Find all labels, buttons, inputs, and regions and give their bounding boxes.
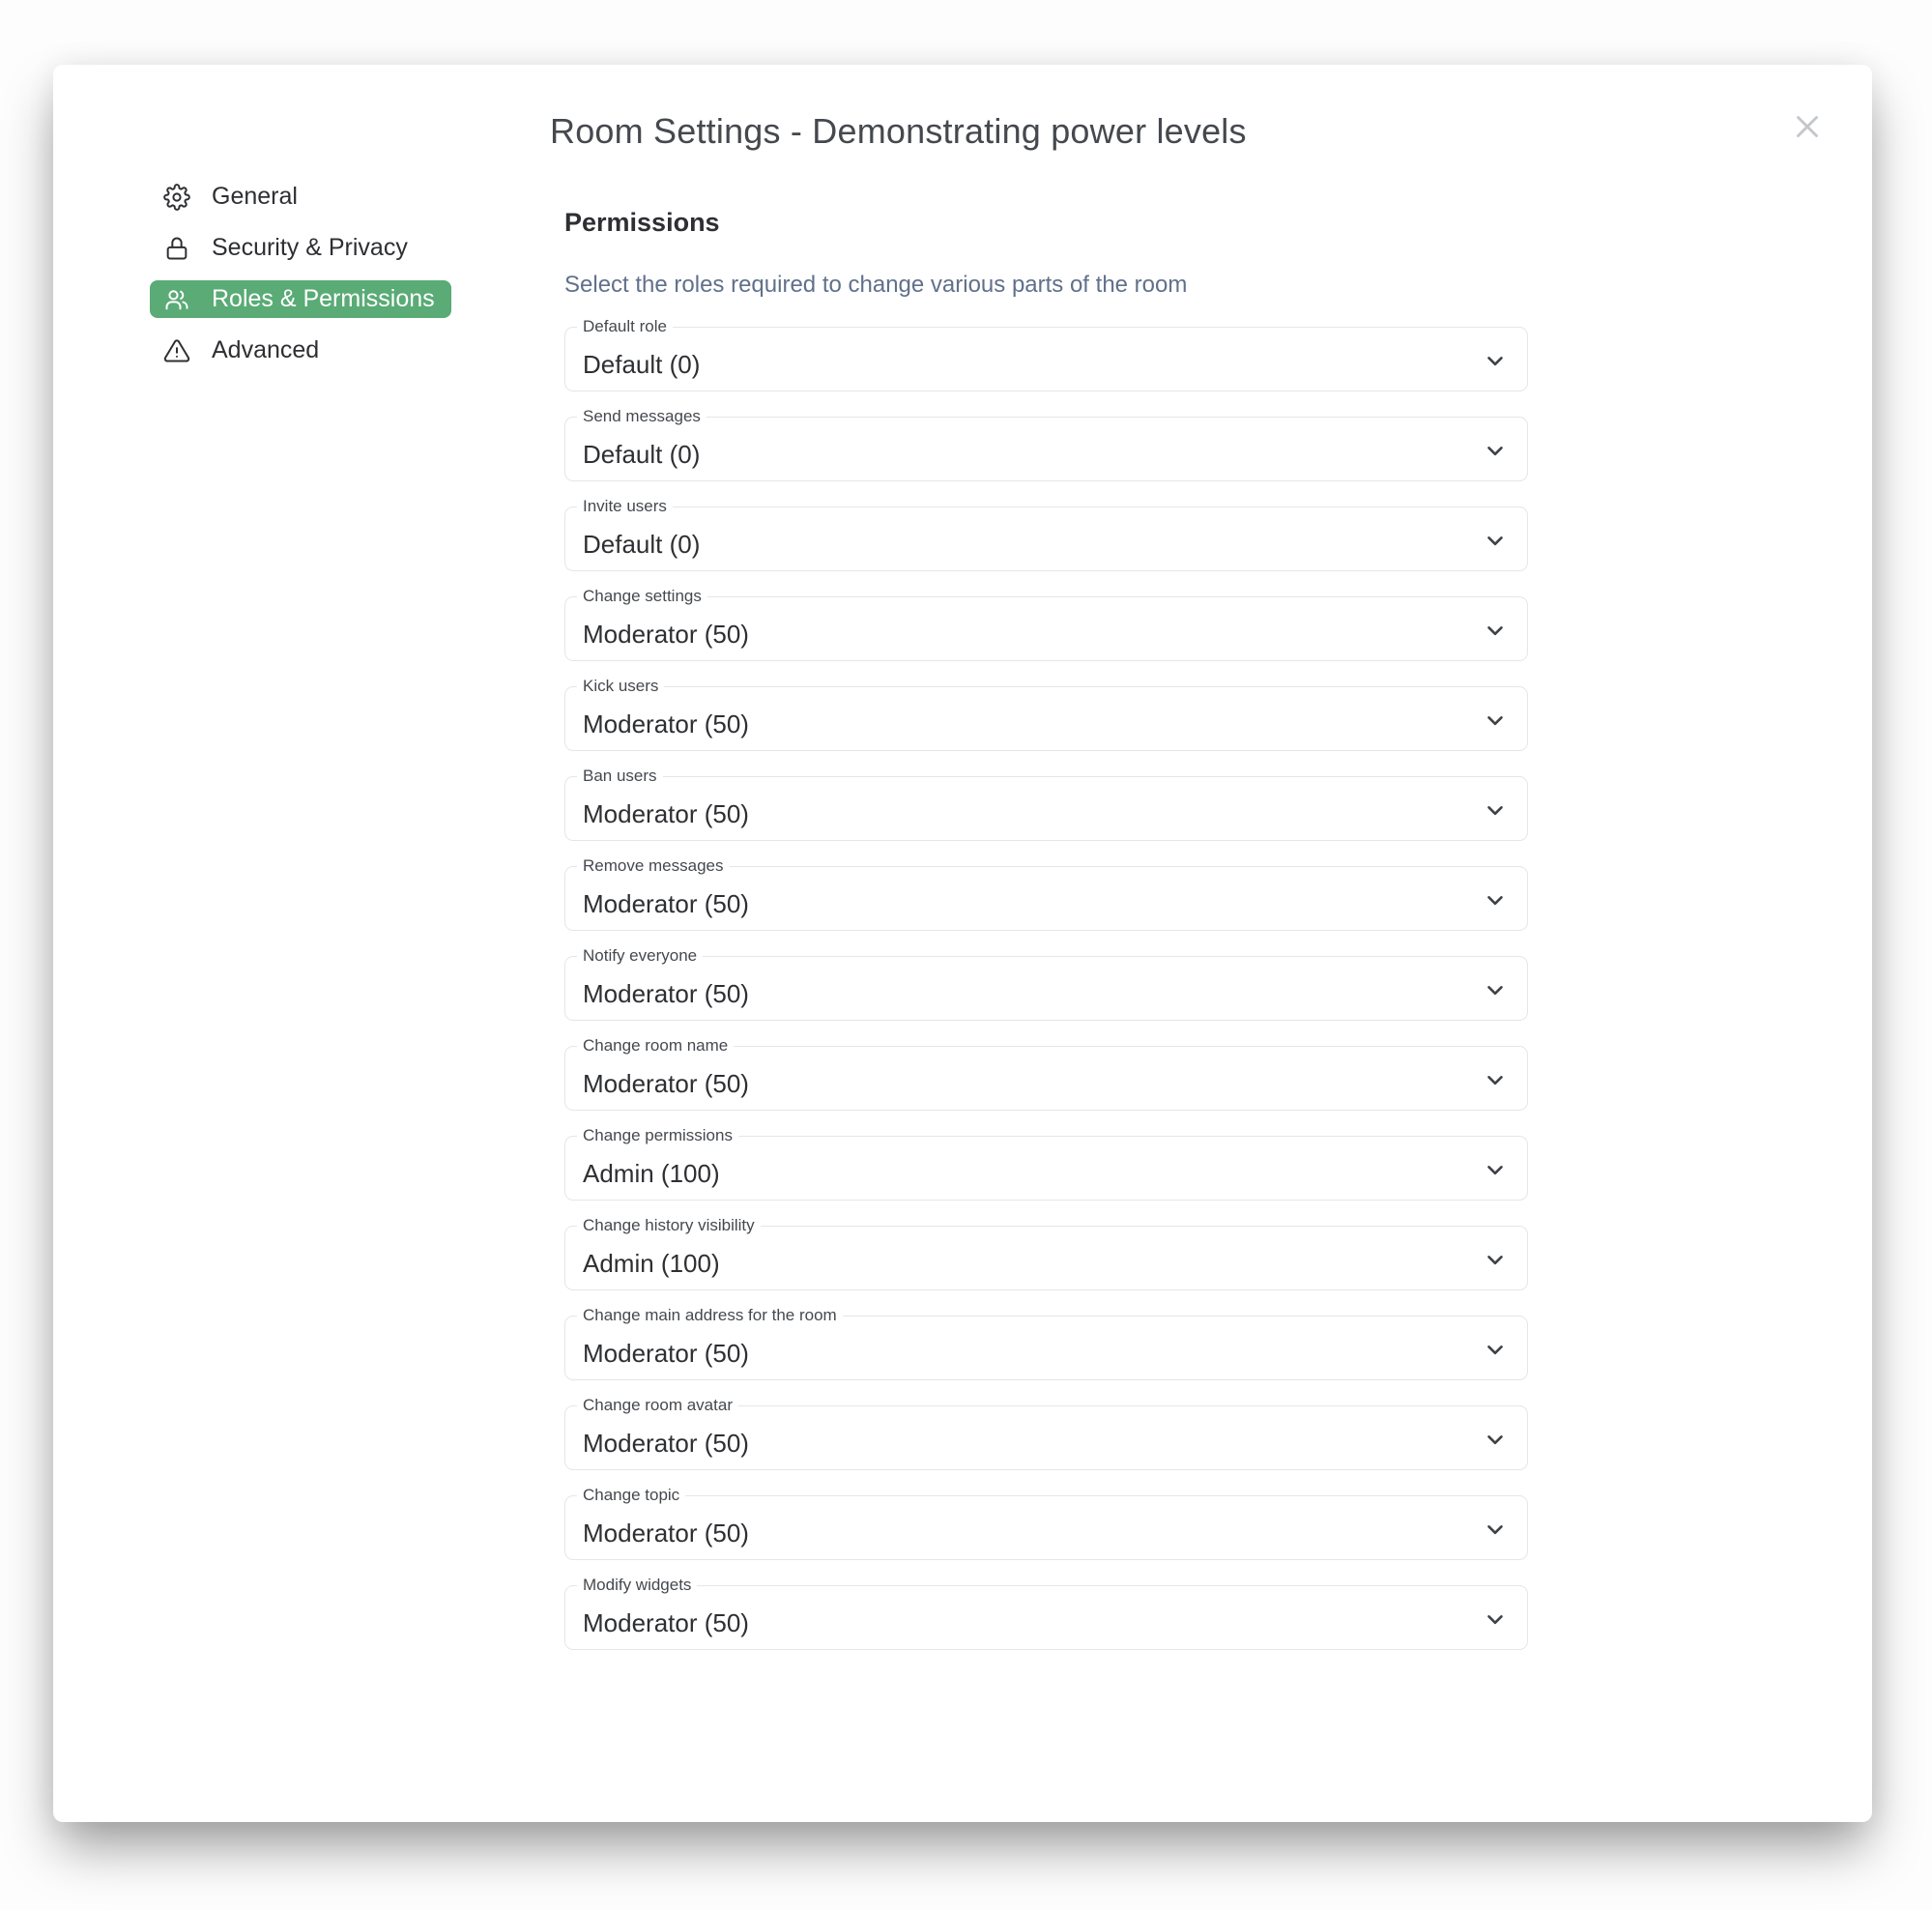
- sidebar-item-label: Security & Privacy: [212, 234, 408, 261]
- sidebar-item[interactable]: [150, 280, 451, 318]
- permission-label: Default role: [577, 317, 673, 336]
- permission-label: Send messages: [577, 407, 706, 426]
- permission-selected-value: Moderator (50): [583, 709, 749, 738]
- section-heading: Permissions: [564, 208, 720, 237]
- permission-label: Invite users: [577, 497, 673, 516]
- permission-selected-value: Moderator (50): [583, 1608, 749, 1637]
- permission-dropdown[interactable]: [564, 1486, 1528, 1560]
- dialog-title: Room Settings - Demonstrating power levels: [550, 111, 1247, 151]
- chevron-down-icon: [1483, 887, 1508, 912]
- sidebar-item-label: Advanced: [212, 336, 320, 363]
- permission-selected-value: Moderator (50): [583, 1429, 749, 1458]
- sidebar-item[interactable]: [150, 229, 451, 267]
- permission-selected-value: Moderator (50): [583, 1339, 749, 1368]
- permission-label: Remove messages: [577, 856, 730, 876]
- permission-label: Change main address for the room: [577, 1306, 843, 1325]
- permission-label: Change topic: [577, 1486, 685, 1505]
- sidebar-item[interactable]: [150, 178, 451, 216]
- permission-fields: [564, 317, 1528, 1675]
- permission-selected-value: Default (0): [583, 350, 701, 379]
- permission-label: Notify everyone: [577, 946, 703, 966]
- sidebar-item[interactable]: [150, 332, 451, 369]
- permission-label: Kick users: [577, 677, 664, 696]
- permission-label: Change settings: [577, 587, 707, 606]
- close-button[interactable]: [1786, 105, 1829, 148]
- permission-dropdown[interactable]: [564, 1576, 1528, 1650]
- chevron-down-icon: [1483, 438, 1508, 463]
- settings-sidebar: [150, 178, 451, 369]
- close-icon: [1789, 108, 1826, 145]
- chevron-down-icon: [1483, 708, 1508, 733]
- permission-dropdown[interactable]: [564, 767, 1528, 841]
- chevron-down-icon: [1483, 528, 1508, 553]
- sidebar-item-label: General: [212, 183, 298, 210]
- permission-selected-value: Moderator (50): [583, 799, 749, 828]
- warning-icon: [163, 337, 190, 364]
- permission-selected-value: Moderator (50): [583, 620, 749, 649]
- room-settings-dialog: [53, 65, 1872, 1822]
- permission-selected-value: Moderator (50): [583, 979, 749, 1008]
- permission-dropdown[interactable]: [564, 1216, 1528, 1290]
- permission-dropdown[interactable]: [564, 497, 1528, 571]
- permission-label: Change history visibility: [577, 1216, 761, 1235]
- chevron-down-icon: [1483, 618, 1508, 643]
- permission-selected-value: Admin (100): [583, 1159, 720, 1188]
- permission-dropdown[interactable]: [564, 587, 1528, 661]
- chevron-down-icon: [1483, 1067, 1508, 1092]
- permission-selected-value: Moderator (50): [583, 1519, 749, 1548]
- permission-dropdown[interactable]: [564, 1306, 1528, 1380]
- sidebar-item-label: Roles & Permissions: [212, 285, 435, 312]
- permission-selected-value: Moderator (50): [583, 1069, 749, 1098]
- lock-icon: [163, 235, 190, 262]
- permission-selected-value: Admin (100): [583, 1249, 720, 1278]
- chevron-down-icon: [1483, 1247, 1508, 1272]
- permission-dropdown[interactable]: [564, 677, 1528, 751]
- permission-dropdown[interactable]: [564, 1036, 1528, 1111]
- chevron-down-icon: [1483, 1337, 1508, 1362]
- permission-dropdown[interactable]: [564, 856, 1528, 931]
- chevron-down-icon: [1483, 797, 1508, 823]
- chevron-down-icon: [1483, 348, 1508, 373]
- gear-icon: [163, 184, 190, 211]
- chevron-down-icon: [1483, 977, 1508, 1002]
- people-icon: [163, 286, 190, 313]
- permission-dropdown[interactable]: [564, 1126, 1528, 1201]
- chevron-down-icon: [1483, 1157, 1508, 1182]
- permission-dropdown[interactable]: [564, 1396, 1528, 1470]
- permission-dropdown[interactable]: [564, 946, 1528, 1021]
- section-subheading: Select the roles required to change various parts of the room: [564, 272, 1188, 298]
- permission-selected-value: Moderator (50): [583, 889, 749, 918]
- permission-label: Change room avatar: [577, 1396, 738, 1415]
- permission-label: Modify widgets: [577, 1576, 697, 1595]
- permission-selected-value: Default (0): [583, 440, 701, 469]
- permission-label: Ban users: [577, 767, 663, 786]
- permission-dropdown[interactable]: [564, 407, 1528, 481]
- chevron-down-icon: [1483, 1606, 1508, 1632]
- permission-selected-value: Default (0): [583, 530, 701, 559]
- chevron-down-icon: [1483, 1517, 1508, 1542]
- permission-label: Change room name: [577, 1036, 734, 1056]
- permission-dropdown[interactable]: [564, 317, 1528, 391]
- chevron-down-icon: [1483, 1427, 1508, 1452]
- permission-label: Change permissions: [577, 1126, 738, 1145]
